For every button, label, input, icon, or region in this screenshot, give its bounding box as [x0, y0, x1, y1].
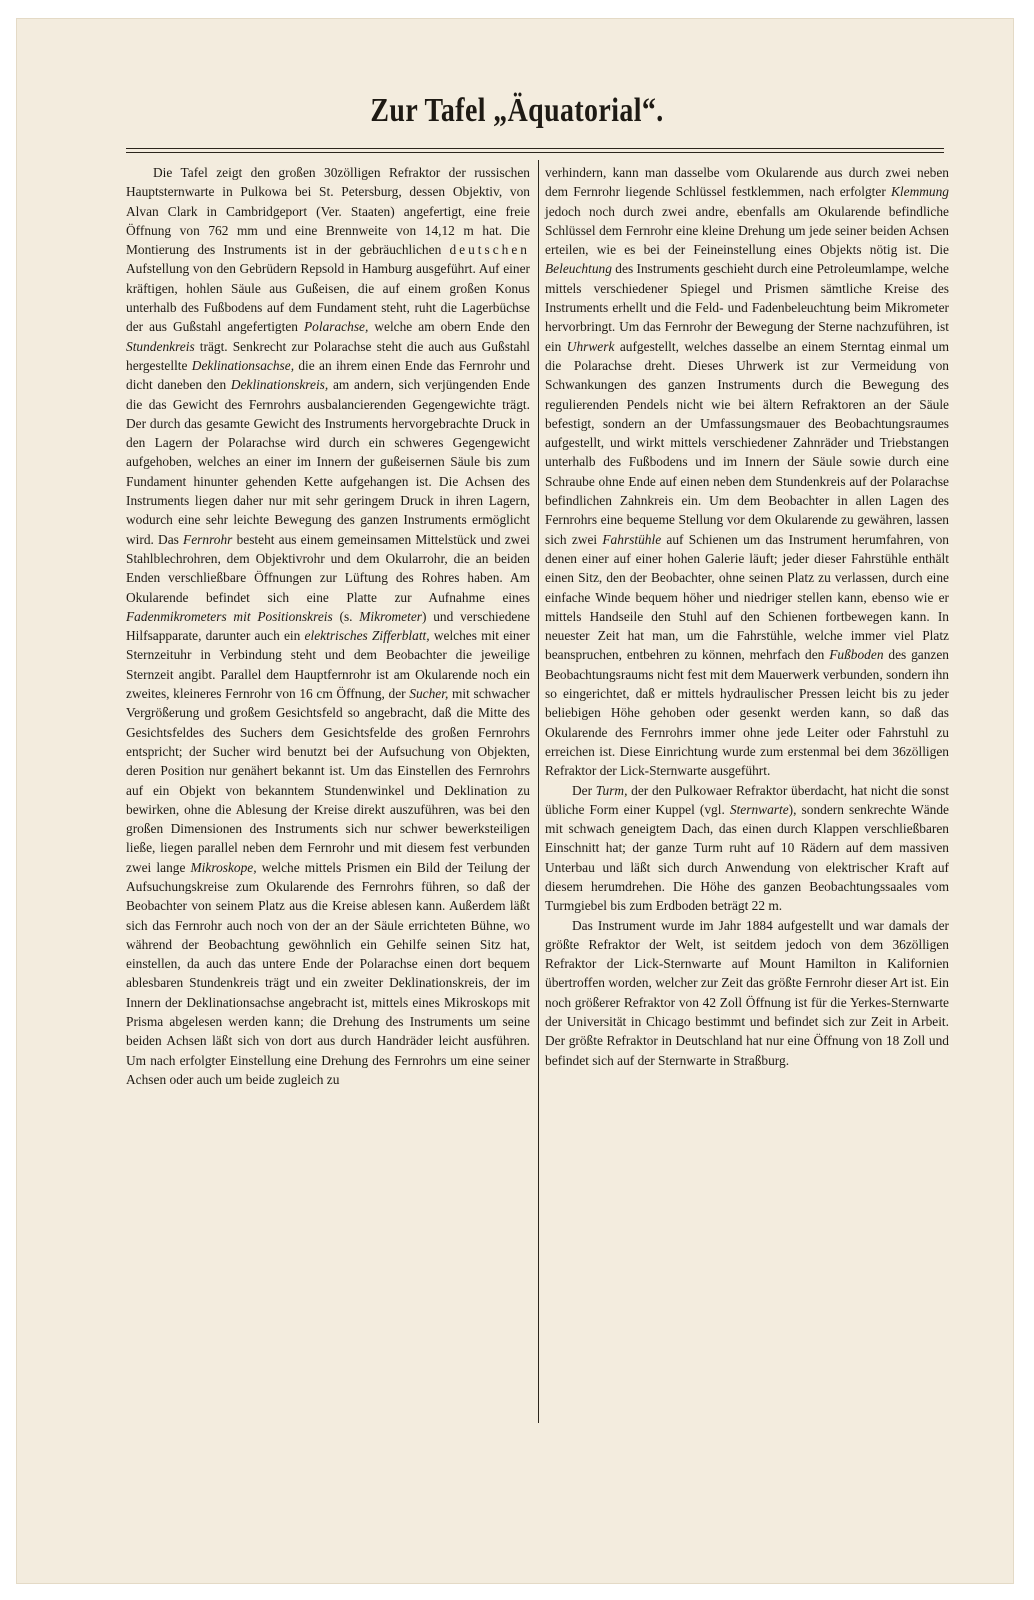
left-column — [126, 163, 530, 1089]
term-deklinationsachse: Deklinationsachse, — [191, 357, 295, 373]
term-sternwarte: Sternwarte — [729, 801, 789, 817]
term-fussboden: Fußboden — [829, 647, 884, 663]
term-beleuchtung: Beleuchtung — [545, 261, 612, 277]
spaced-term: deutschen — [449, 242, 530, 258]
left-paragraph-1: Die Tafel zeigt den großen 30zölligen Refraktor der russischen Hauptsternwarte in Pulkowa bei St. Petersburg, dessen Objektiv, von Alvan Clark in Cambridgeport (Ver. Staaten) angefertigt, eine freie Öffnung von 762 mm und eine Brennweite von 14,12 m hat. Die Montierung des Instruments ist in der gebräuchlichen deutschen Aufstellung von den Gebrüdern Repsold in Hamburg ausgeführt. Auf einer kräftigen, hohlen Säule aus Gußeisen, die auf einem großen Konus unterhalb des Fußbodens auf dem Fundament steht, ruht die Lagerbüchse der aus Gußstahl angefertigten Polarachse, welche am obern Ende den Stundenkreis trägt. Senkrecht zur Polarachse steht die auch aus Gußstahl hergestellte Deklinationsachse, die an ihrem einen Ende das Fernrohr und dicht daneben den Deklinationskreis, am andern, sich verjüngenden Ende die das Gewicht des Fernrohrs ausbalancierenden Gegengewichte trägt. Der durch das gesamte Gewicht des Instruments hervorgebrachte Druck in den Lagern der Polarachse wird durch ein schweres Gegengewicht aufgehoben, welches an einer im Innern der gußeisernen Säule bis zum Fundament hinunter gehenden Kette aufgehangen ist. Die Achsen des Instruments liegen daher nur mit sehr geringem Druck in ihren Lagern, wodurch eine sehr leichte Bewegung des ganzen Instruments ermöglicht wird. Das Fernrohr besteht aus einem gemeinsamen Mittelstück und zwei Stahlblechrohren, dem Objektivrohr und dem Okularrohr, die an beiden Enden verschließbare Öffnungen zur Lüftung des Rohres haben. Am Okularende befindet sich eine Platte zur Aufnahme eines Fadenmikrometers mit Positionskreis (s. Mikrometer) und verschiedene Hilfsapparate, darunter auch ein elektrisches Zifferblatt, welches mit einer Sternzeituhr in Verbindung steht und dem Beobachter die jeweilige Sternzeit angibt. Parallel dem Hauptfernrohr ist am Okularende noch ein zweites, kleineres Fernrohr von 16 cm Öffnung, der Sucher, mit schwacher Vergrößerung und großem Gesichtsfeld so angebracht, daß die Mitte des Gesichtsfeldes des Suchers dem Gesichtsfelde des großen Fernrohrs entspricht; der Sucher wird benutzt bei der Aufsuchung von Objekten, deren Position nur genähert bekannt ist. Um das Einstellen des Fernrohrs auf ein Objekt von bekanntem Stundenwinkel und Deklination zu bewirken, ohne die Ablesung der Kreise direkt auszuführen, was bei den großen Dimensionen des Instruments sich nur schwer bewerksteiligen ließe, liegen parallel neben dem Fernrohr und mit diesem fest verbunden zwei lange Mikroskope, welche mittels Prismen ein Bild der Teilung der Aufsuchungskreise zum Okularende des Fernrohrs führen, so daß der Beobachter von seinem Platz aus die Kreise ablesen kann. Außerdem läßt sich das Fernrohr auch noch von der an der Säule errichteten Bühne, wo während der Beobachtung gewöhnlich ein Gehilfe seinen Sitz hat, einstellen, da auch das untere Ende der Polarachse einen dort bequem ablesbaren Stundenkreis trägt und ein zweiter Deklinationskreis, der im Innern der Deklinationsachse angebracht ist, mittels eines Mikroskops mit Prisma abgelesen werden kann; die Drehung des Instruments um seine beiden Achsen läßt sich von dort aus durch Handräder leicht ausführen. Um nach erfolgter Einstellung eine Drehung des Fernrohrs um eine seiner Achsen oder auch um beide zugleich zu — [126, 165, 530, 1087]
right-paragraph-2: Der Turm, der den Pulkowaer Refraktor überdacht, hat nicht die sonst übliche Form einer Kuppel (vgl. Sternwarte), sondern senkrechte Wände mit schwach geneigtem Dach, das einen durch Klappen verschließbaren Einschnitt hat; der ganze Turm ruht auf 10 Rädern auf dem massiven Unterbau und läßt sich durch Anwendung von elektrischer Kraft auf diesem herumdrehen. Die Höhe des ganzen Beobachtungssaales vom Turmgiebel bis zum Erdboden beträgt 22 m. — [545, 782, 950, 914]
title-double-rule — [126, 148, 944, 153]
term-uhrwerk: Uhrwerk — [566, 338, 615, 354]
term-zifferblatt: elektrisches Zifferblatt, — [304, 628, 430, 644]
term-mikrometer: Mikrometer — [359, 608, 422, 624]
term-fernrohr: Fernrohr — [183, 531, 233, 547]
term-deklinationskreis: Deklinationskreis, — [230, 377, 329, 393]
term-stundenkreis: Stundenkreis — [126, 338, 195, 354]
term-polarachse: Polarachse, — [303, 319, 369, 335]
term-fadenmikrometers: Fadenmikrometers mit Positionskreis — [126, 608, 333, 624]
right-column — [545, 163, 949, 1070]
term-mikroskope: Mikroskope, — [190, 859, 257, 875]
term-turm: Turm, — [595, 782, 628, 798]
page-title: Zur Tafel „Äquatorial“. — [370, 92, 664, 129]
term-klemmung: Klemmung — [890, 184, 949, 200]
term-sucher: Sucher, — [409, 686, 449, 702]
column-divider — [538, 160, 539, 1423]
term-fahrstuehle: Fahrstühle — [602, 531, 662, 547]
right-paragraph-3: Das Instrument wurde im Jahr 1884 aufgestellt und war damals der größte Refraktor der Welt, ist seitdem jedoch von dem 36zölligen Refraktor der Lick-Sternwarte auf Mount Hamilton in Kalifornien übertroffen worden, welcher zur Zeit das größte Fernrohr dieser Art ist. Ein noch größerer Refraktor von 42 Zoll Öffnung ist für die Yerkes-Sternwarte der Universität in Chicago bestimmt und befindet sich zur Zeit in Arbeit. Der größte Refraktor in Deutschland hat nur eine Öffnung von 18 Zoll und befindet sich auf der Sternwarte in Straßburg. — [545, 917, 949, 1068]
right-paragraph-1: verhindern, kann man dasselbe vom Okularende aus durch zwei neben dem Fernrohr liegende Schlüssel festklemmen, nach erfolgter Klemmung jedoch noch durch zwei andre, ebenfalls am Okularende befindliche Schlüssel dem Fernrohr eine kleine Drehung um jede seiner beiden Achsen erteilen, wie es bei der Feineinstellung eines Objekts nötig ist. Die Beleuchtung des Instruments geschieht durch eine Petroleumlampe, welche mittels verschiedener Spiegel und Prismen sämtliche Kreise des Instruments erhellt und die Feld- und Fadenbeleuchtung beim Mikrometer hervorbringt. Um das Fernrohr der Bewegung der Sterne nachzuführen, ist ein Uhrwerk aufgestellt, welches dasselbe an einem Sterntag einmal um die Polarachse dreht. Dieses Uhrwerk ist zur Vermeidung von Schwankungen des ganzen Instruments durch die Bewegung des regulierenden Pendels nicht wie bei ältern Refraktoren an der Säule befestigt, sondern an der Umfassungsmauer des Beobachtungsraumes aufgestellt, und wirkt mittels verschiedener Zahnräder und Triebstangen unterhalb des Fußbodens und im Innern der Säule sowie durch eine Schraube ohne Ende auf einen neben dem Stundenkreis auf der Polarachse befindlichen Zahnkreis ein. Um dem Beobachter in allen Lagen des Fernrohrs eine bequeme Stellung vor dem Okularende zu gewähren, lassen sich zwei Fahrstühle auf Schienen um das Instrument herumfahren, von denen einer auf einer hohen Galerie läuft; jeder dieser Fahrstühle enthält einen Sitz, den der Beobachter, ohne seinen Platz zu verlassen, durch eine einfache Winde bequem höher und niedriger stellen kann, ebenso wie er mittels Handseile den Stuhl auf den Schienen fortbewegen kann. In neuester Zeit hat man, um die Fahrstühle, welche immer viel Platz beanspruchen, entbehren zu können, mehrfach den Fußboden des ganzen Beobachtungsraums nicht fest mit dem Mauerwerk verbunden, sondern ihn so eingerichtet, daß er mittels hydraulischer Pressen leicht bis zu jeder beliebigen Höhe gehoben oder gesenkt werden kann, so daß das Okularende des Fernrohrs immer ohne jede Leiter oder Fahrstuhl zu erreichen ist. Diese Einrichtung wurde zum erstenmal bei dem 36zölligen Refraktor der Lick-Sternwarte ausgeführt. — [545, 165, 950, 779]
